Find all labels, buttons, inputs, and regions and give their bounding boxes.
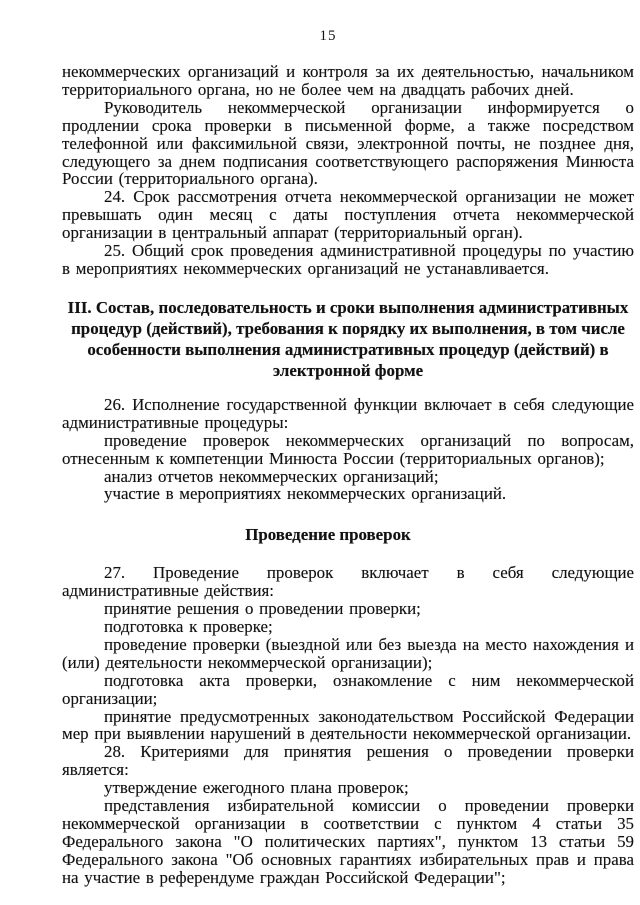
paragraph-27-list-item-1: принятие решения о проведении проверки; xyxy=(104,599,421,619)
paragraph-26-list-item-1: проведение проверок некоммерческих организаций по вопросам, отнесенным к компетенции Минюста России (территориальных органов); xyxy=(62,430,634,468)
paragraph-item-26: 26. Исполнение государственной функции включает в себя следующие административные процедуры: xyxy=(62,394,634,432)
paragraph-27-list-item-4: подготовка акта проверки, ознакомление с ним некоммерческой организации; xyxy=(62,670,634,708)
paragraph-item-28: 28. Критериями для принятия решения о проведении проверки является: xyxy=(62,742,634,780)
paragraph-item-24: 24. Срок рассмотрения отчета некоммерческой организации не может превышать один месяц с даты поступления отчета некоммерческой организации в центральный аппарат (территориальный орган). xyxy=(62,187,634,243)
inspections-subheading: Проведение проверок xyxy=(245,525,411,545)
paragraph-director-notification: Руководитель некоммерческой организации информируется о продлении срока проверки в письменной форме, а также посредством телефонной или факсимильной связи, электронной почты, не позднее дня, следующего за днем подписания соответствующего распоряжения Минюста России (территориального органа). xyxy=(62,97,634,189)
paragraph-item-25: 25. Общий срок проведения административной процедуры по участию в мероприятиях некоммерческих организаций не устанавливается. xyxy=(62,241,634,278)
paragraph-27-list-item-3: проведение проверки (выездной или без выезда на место нахождения и (или) деятельности некоммерческой организации); xyxy=(62,634,634,672)
paragraph-26-list-item-3: участие в мероприятиях некоммерческих организаций. xyxy=(104,484,507,504)
paragraph-28-list-item-1: утверждение ежегодного плана проверок; xyxy=(104,778,409,798)
paragraph-26-list-item-2: анализ отчетов некоммерческих организаций; xyxy=(104,466,439,486)
paragraph-continuation: некоммерческих организаций и контроля за их деятельностью, начальником территориального органа, но не более чем на двадцать рабочих дней. xyxy=(62,62,634,99)
paragraph-item-27: 27. Проведение проверок включает в себя следующие административные действия: xyxy=(62,563,634,601)
page-number: 15 xyxy=(319,28,337,44)
paragraph-28-list-item-2: представления избирательной комиссии о проведении проверки некоммерческой организации в соответствии с пунктом 4 статьи 35 Федерального закона "О политических партиях", пунктом 13 статьи 59 Федерального закона "Об основных гарантиях избирательных прав и права на участие в референдуме граждан Российской Федерации"; xyxy=(62,796,634,887)
paragraph-27-list-item-2: подготовка к проверке; xyxy=(104,617,273,637)
paragraph-27-list-item-5: принятие предусмотренных законодательством Российской Федерации мер при выявлении нарушений в деятельности некоммерческой организации. xyxy=(62,706,634,744)
section-iii-heading: III. Состав, последовательность и сроки выполнения административных процедур (действий), требования к порядку их выполнения, в том числе особенности выполнения административных процедур (действий) в электронной форме xyxy=(67,297,629,380)
